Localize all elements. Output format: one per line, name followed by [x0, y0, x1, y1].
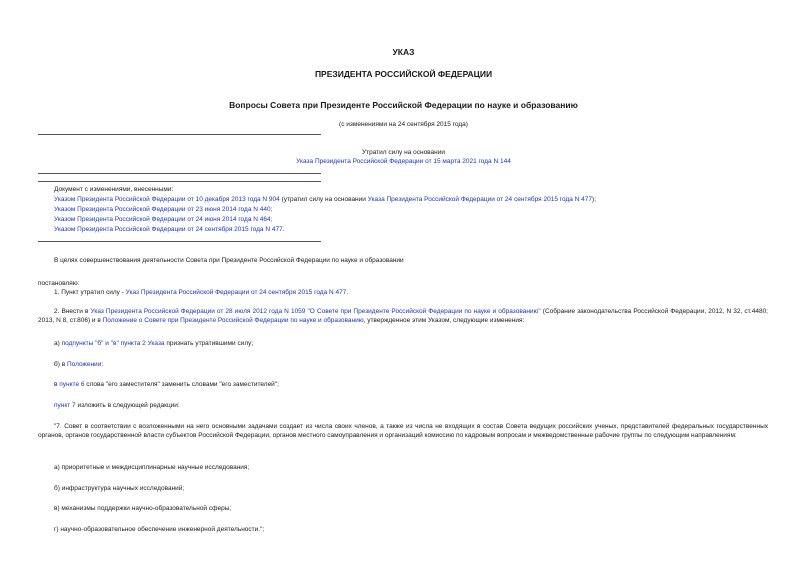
status-text: Утратил силу на основании — [361, 149, 446, 156]
paragraph: постановляю: — [38, 280, 80, 287]
divider — [38, 173, 321, 174]
paragraph: г) научно-образовательное обеспечение инженерной деятельности."; — [54, 526, 265, 533]
amendment-link[interactable]: Указом Президента Российской Федерации от 24 сентября 2015 года N 477. — [54, 226, 285, 233]
amendment-link[interactable]: Указа Президента Российской Федерации от 24 сентября 2015 года N 477 — [367, 196, 593, 203]
amendment-link[interactable]: Указом Президента Российской Федерации от 24 июня 2014 года N 464; — [54, 216, 273, 223]
changes-text: ); — [592, 196, 597, 203]
amendment-link[interactable]: Указом Президента Российской Федерации от 10 декабря 2013 года N 904 — [54, 196, 280, 203]
paragraph: б) инфраструктура научных исследований; — [54, 485, 185, 492]
decree-subtitle: ПРЕЗИДЕНТА РОССИЙСКОЙ ФЕДЕРАЦИИ — [314, 69, 493, 79]
amended-note: (с изменениями на 24 сентября 2015 года) — [339, 121, 468, 128]
paragraph — [54, 381, 279, 389]
paragraph: В целях совершенствования деятельности Совета при Президенте Российской Федерации по науке и образовании — [54, 257, 404, 264]
paragraph-text: а) — [54, 340, 62, 347]
divider — [38, 134, 321, 135]
paragraph — [38, 308, 768, 325]
paragraph-text: : — [101, 361, 104, 368]
paragraph: в) механизмы поддержки научно-образовательной сферы; — [54, 505, 232, 512]
paragraph-text: б) в — [54, 361, 67, 368]
paragraph-text: слова "его заместителя" заменить словами "его заместителей"; — [84, 381, 279, 388]
paragraph-text: 2. Внести в — [54, 308, 91, 315]
document-link[interactable]: Положении — [66, 361, 102, 368]
paragraph — [54, 289, 348, 297]
amendment-link[interactable]: Указом Президента Российской Федерации от 23 июня 2014 года N 440; — [54, 206, 273, 213]
status-link[interactable]: Указа Президента Российской Федерации от 15 марта 2021 года N 144 — [296, 158, 511, 165]
paragraph-text: признать утратившими силу; — [164, 340, 254, 347]
decree-topic: Вопросы Совета при Президенте Российской Федерации по науке и образованию — [229, 100, 578, 110]
document-link[interactable]: Указ Президента Российской Федерации от 28 июля 2012 года N 1059 "О Совете при Президенте Российской Федерации по науке и образованию" — [90, 308, 541, 315]
divider — [38, 181, 321, 182]
decree-title: УКАЗ — [392, 47, 415, 57]
paragraph-text: . — [346, 289, 349, 296]
document-link[interactable]: подпункты "б" и "в" пункта 2 Указа — [61, 340, 165, 347]
paragraph-text: изложить в следующей редакции: — [75, 402, 180, 409]
paragraph-text: , утвержденное этим Указом, следующие изменения: — [363, 316, 525, 324]
changes-text: (утратил силу на основании — [279, 196, 368, 203]
paragraph — [54, 361, 103, 369]
paragraph-text: 1. Пункт утратил силу - — [54, 289, 126, 296]
divider — [38, 241, 321, 242]
paragraph: "7. Совет в соответствии с возложенными на него основными задачами создает из числа своих членов, а также из числа не входящих в состав Совета ведущих российских ученых, представителей федеральных государственных органов, органов государственной власти субъектов Российской Федерации, органов местного самоуправления и организаций комиссию по кадровым вопросам и межведомственные рабочие группы по следующим направлениям: — [38, 423, 768, 439]
document-link[interactable]: пункт 7 — [54, 402, 76, 409]
changes-item — [54, 196, 596, 204]
paragraph — [54, 340, 253, 348]
paragraph-text: в — [54, 381, 60, 388]
document-link[interactable]: Положение о Совете при Президенте Российской Федерации по науке и образованию — [102, 316, 364, 324]
document-link[interactable]: пункте 6 — [59, 381, 85, 388]
paragraph-text: (Собрание законодательства Российской Федерации, 2012, N 32, ст.4480; 2013, N 8, ст.806) и в — [38, 308, 768, 324]
paragraph: а) приоритетные и междисциплинарные научные исследования; — [54, 464, 250, 471]
paragraph — [54, 402, 180, 410]
document-link[interactable]: Указ Президента Российской Федерации от 24 сентября 2015 года N 477 — [125, 289, 347, 296]
changes-intro: Документ с изменениями, внесенными: — [54, 186, 174, 193]
